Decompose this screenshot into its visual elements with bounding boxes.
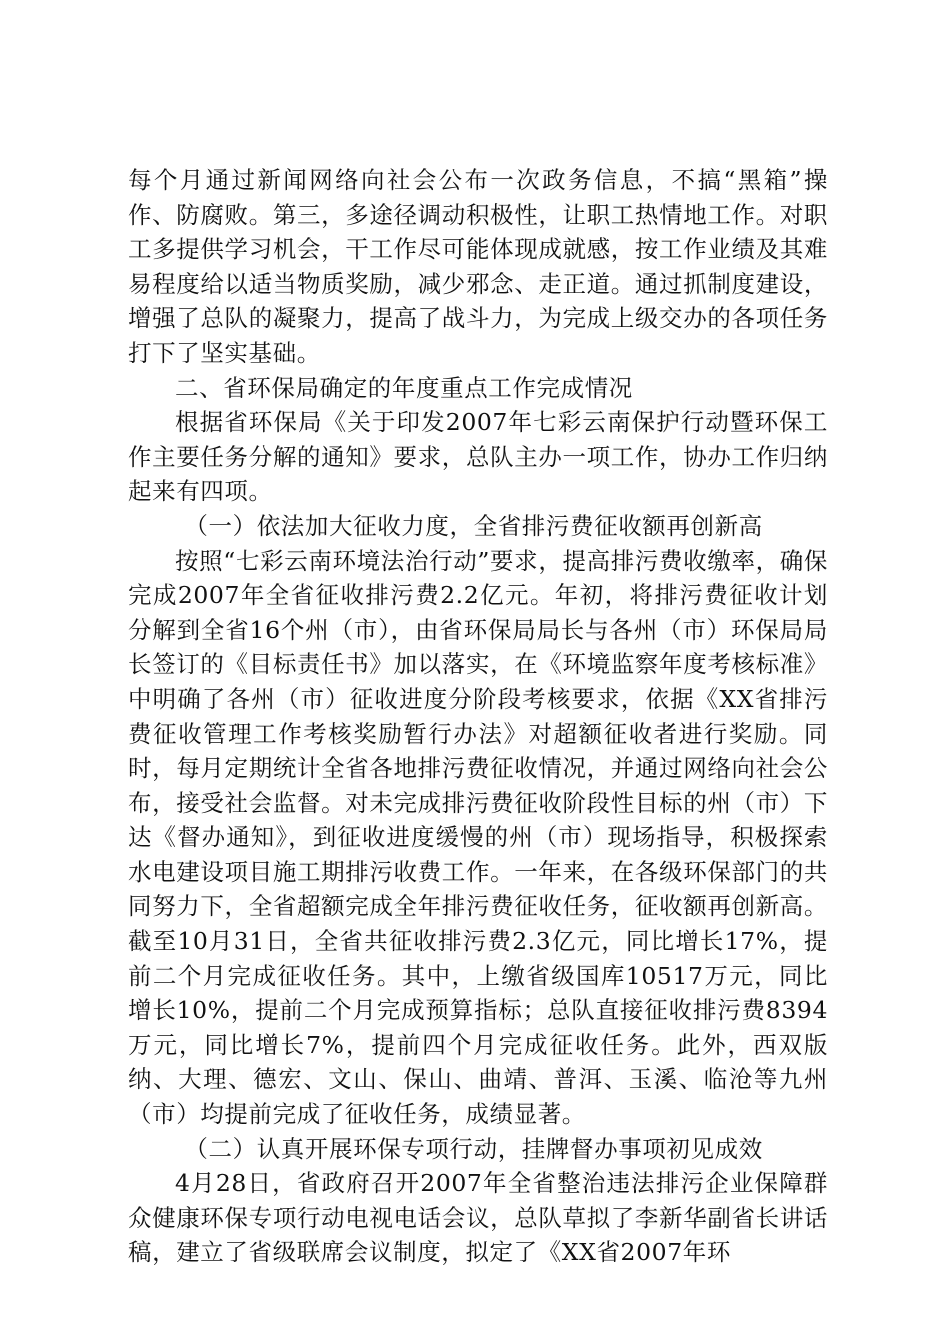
subsection-heading: （二）认真开展环保专项行动，挂牌督办事项初见成效	[184, 1134, 763, 1163]
body-paragraph: 按照“七彩云南环境法治行动”要求，提高排污费收缴率，确保完成2007年全省征收排污费2.2亿元。年初，将排污费征收计划分解到全省16个州（市），由省环保局局长与各州（市）环保局局长签订的《目标责任书》加以落实，在《环境监察年度考核标准》中明确了各州（市）征收进度分阶段考核要求，依据《XX省排污费征收管理工作考核奖励暂行办法》对超额征收者进行奖励。同时，每月定期统计全省各地排污费征收情况，并通过网络向社会公布，接受社会监督。对未完成排污费征收阶段性目标的州（市）下达《督办通知》，到征收进度缓慢的州（市）现场指导，积极探索水电建设项目施工期排污收费工作。一年来，在各级环保部门的共同努力下，全省超额完成全年排污费征收任务，征收额再创新高。截至10月31日，全省共征收排污费2.3亿元，同比增长17%，提前二个月完成征收任务。其中，上缴省级国库10517万元，同比增长10%，提前二个月完成预算指标；总队直接征收排污费8394万元，同比增长7%，提前四个月完成征收任务。此外，西双版纳、大理、德宏、文山、保山、曲靖、普洱、玉溪、临沧等九州（市）均提前完成了征收任务，成绩显著。	[128, 546, 828, 1129]
body-paragraph: 根据省环保局《关于印发2007年七彩云南保护行动暨环保工作主要任务分解的通知》要求，总队主办一项工作，协办工作归纳起来有四项。	[128, 408, 828, 506]
body-paragraph: 4月28日，省政府召开2007年全省整治违法排污企业保障群众健康环保专项行动电视电话会议，总队草拟了李新华副省长讲话稿，建立了省级联席会议制度，拟定了《XX省2007年环	[128, 1169, 828, 1267]
section-heading: 二、省环保局确定的年度重点工作完成情况	[175, 373, 633, 402]
document-page	[128, 163, 828, 1270]
subsection-heading: （一）依法加大征收力度，全省排污费征收额再创新高	[184, 511, 763, 540]
body-paragraph: 每个月通过新闻网络向社会公布一次政务信息，不搞“黑箱”操作、防腐败。第三，多途径调动积极性，让职工热情地工作。对职工多提供学习机会，干工作尽可能体现成就感，按工作业绩及其难易程度给以适当物质奖励，减少邪念、走正道。通过抓制度建设，增强了总队的凝聚力，提高了战斗力，为完成上级交办的各项任务打下了坚实基础。	[128, 166, 828, 367]
